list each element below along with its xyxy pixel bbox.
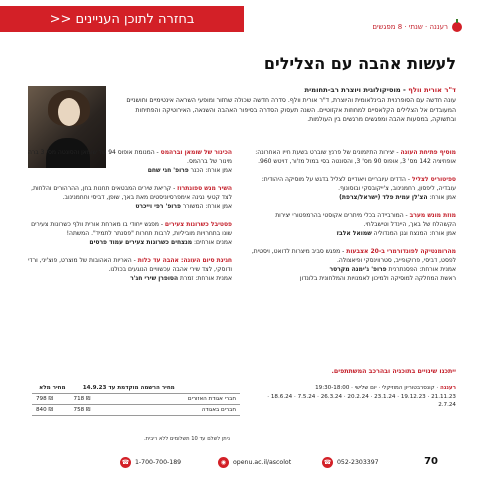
table-cell: ₪ 758 xyxy=(70,405,179,416)
item-lecturer-label: אמן אורח: המשורר xyxy=(180,203,232,210)
item-lecturer-label: אמנים אורחים: xyxy=(192,239,232,246)
item-body: - המורביידה בכלי מיתרים אקוסטי בהרמפטורי יצירות הקשהלח של באך, היינדל וטישבלחי. xyxy=(275,212,456,228)
brand-text: רעננה · שנתי · 8 מפגשים xyxy=(372,23,448,31)
table-header-row xyxy=(32,383,240,394)
table-header: מחיר מלא xyxy=(32,383,70,394)
item-body: - יצירות התיזמונים של פרנץ שוברט בשעת חייו האחרונה: אופוזיציה 142 מס' 3, אופוס 90 מס' 3, והסונטה בסי במול מז'ור, דויטש 960. xyxy=(255,149,456,165)
back-to-toc-button[interactable]: בחזרה לתוכן העניינים << xyxy=(0,6,244,32)
hero-intro xyxy=(118,86,456,125)
hero-body: עונה חדשה עם הסופרנוית הבינלאומית והיוצרת, ד"ר אורית וולף. סדרה חדשה שכולה שחזור ומופעי השראה אינטימיים וחושניים המעובדים אל הצלילים הקלאסיים למחוזות אקזוטיים. השנה תעסוק הסדרה בסיפור האהבה והשנאה, האירוטיקה והפתיחות ובתשוקה, במסעות אהבה ומפגשים מרגשים בין העולמות. xyxy=(126,97,456,124)
table-cell: חברי אגודת האזורים xyxy=(179,394,240,405)
phone-number: 052-2303397 xyxy=(337,459,379,466)
item-lecturer-label: אמן אורח: המנצח וגנן המנדוליה xyxy=(371,230,456,237)
list-item xyxy=(250,211,456,238)
table-cell: ₪ 718 xyxy=(70,394,179,405)
brand-line xyxy=(372,22,462,32)
item-lecturer: הצ'לן עמית פלד (ישראל/צרפת) xyxy=(339,194,428,201)
phone-icon: ☎ xyxy=(323,459,332,466)
item-title: מוסיף פתיחת העונה xyxy=(400,149,456,156)
item-title: חגיגת סיום העונה: אהבה עד כלות xyxy=(137,257,232,264)
footer xyxy=(0,452,480,474)
phone-contact-secondary[interactable] xyxy=(120,457,181,468)
item-title: פסטיבל כשרונות צעירים xyxy=(164,221,232,228)
item-body: - הדדים עיובריים ויאודיים לצליל בדגש על מוסיקה היהודית: עובדיה, ליפסון, רחמנינוב, צ'ייקובסקי ובוסונוף. xyxy=(261,176,456,192)
item-lecturer-label: אמן אורח: xyxy=(427,194,456,201)
price-table xyxy=(32,383,240,416)
photo-face xyxy=(58,98,80,126)
item-title: הכינור של שומאן וברהמס xyxy=(160,149,232,156)
left-column xyxy=(26,148,232,292)
item-body: - מפגש סביב מיצרות לדואט, ויסטית, לפסט, דביסי, פרוקופייב, סטרווינסקי ופיאצולה. xyxy=(251,248,456,264)
item-extra: ראשת המחלקה למוסיקה ולמיכון לאמנויות והמלחונית בלונדון xyxy=(299,275,456,282)
page-number: 70 xyxy=(424,456,438,467)
changes-note: ייתכנו שינויים בתוכניה ובהרכב המשתתפים. xyxy=(331,368,456,375)
item-lecturer: פרופ' ג'ימנה מקרסר xyxy=(329,266,387,273)
website-url: openu.ac.il/ascolot xyxy=(233,459,292,466)
item-title: מהרומנטיקה לפונדורמרי ב-20 אצבעות xyxy=(346,248,456,255)
list-item xyxy=(26,184,232,211)
table-header: מחיר הרשמה מוקדמת עד 14.9.23 xyxy=(70,383,179,394)
phone-contact[interactable] xyxy=(322,457,379,468)
item-body: - מפגש ייחודי בו מארחת אורית וולף כשרונות צעירים שונו בתחרויות מוביליות, לרבות תחרות "פסנתר לתמיד". המשתה! xyxy=(31,221,232,237)
phone-number-secondary: 1-700-700-189 xyxy=(135,459,182,466)
apple-icon xyxy=(452,22,462,32)
list-item xyxy=(250,247,456,283)
item-lecturer-label: אמנית אורחת: זמרת xyxy=(178,275,232,282)
item-lecturer: הסופרן שירי חג'ר xyxy=(130,275,179,282)
page-title: לעשות אהבה עם הצלילים xyxy=(263,54,456,73)
globe-icon: ◉ xyxy=(218,457,229,468)
list-item xyxy=(250,148,456,166)
item-lecturer: פרופ' חגי שחם xyxy=(147,167,189,174)
table-row xyxy=(32,405,240,416)
right-column xyxy=(250,148,456,292)
schedule-details: · קונסרבטוריון המוזיקלי · יום שלישי · 19:30-18:00 xyxy=(315,385,440,391)
list-item xyxy=(26,148,232,175)
item-body: - האריות האהובות של מוצרט, פוצ'יני, ורדי ודוסקי, לצד שירי אהבה עכשוויים הנוגעים בכולנו. xyxy=(28,257,232,273)
website-link[interactable] xyxy=(218,457,291,468)
header-bar xyxy=(0,0,480,44)
list-item xyxy=(26,256,232,283)
phone-icon: ☎ xyxy=(121,459,130,466)
schedule-location: רעננה xyxy=(439,385,456,391)
item-body: - המנומת אופוס 94 של שומאן והסונטה מס' 3 ברה מינור של ברהמס. xyxy=(27,149,232,165)
table-cell: ₪ 798 xyxy=(32,394,70,405)
item-title: השיר מנש ספונתרוז xyxy=(177,185,232,192)
schedule-dates: 21.11.23 · 19.12.23 · 23.1.24 · 20.2.24 · 26.3.24 · 7.5.24 · 18.6.24 · 2.7.24 xyxy=(267,393,456,408)
list-item xyxy=(250,175,456,202)
installments-note: ניתן לשלם עד 10 תשלומים ללא ריבית. xyxy=(144,436,230,442)
table-cell: ₪ 840 xyxy=(32,405,70,416)
list-item xyxy=(26,220,232,247)
item-lecturer-label: אמנית אורחת: הפסנתרנית xyxy=(386,266,456,273)
schedule xyxy=(250,384,456,410)
item-title: ספיטוריס לצליל xyxy=(411,176,456,183)
table-row xyxy=(32,394,240,405)
item-body: - קריאת שירים המבטאים תחנות בחן, ההרהורים והלחות, לצד קטעי נגינה אימפרסיוניסטים מאת באך, שופן, דביסי וחחמנינוב. xyxy=(31,185,232,201)
artist-role: - מוסיקולוגית ויוצרת רב-תחומית xyxy=(304,86,409,94)
table-header xyxy=(179,383,240,394)
item-lecturer: פרופ' רפי וייכרט xyxy=(135,203,181,210)
item-title: מוזת מונש מערב xyxy=(409,212,456,219)
artist-name: ד"ר אורית וולף - מוסיקולוגית ויוצרת רב-תחומית xyxy=(304,86,456,94)
item-lecturer: שמואל אלבז xyxy=(336,230,372,237)
item-lecturer-label: אמן אורח: הכנר xyxy=(188,167,232,174)
item-lecturer: מנצחים כשרונות צעירים עמוד פרסים xyxy=(89,239,193,246)
table-cell: חברים באגודה xyxy=(179,405,240,416)
